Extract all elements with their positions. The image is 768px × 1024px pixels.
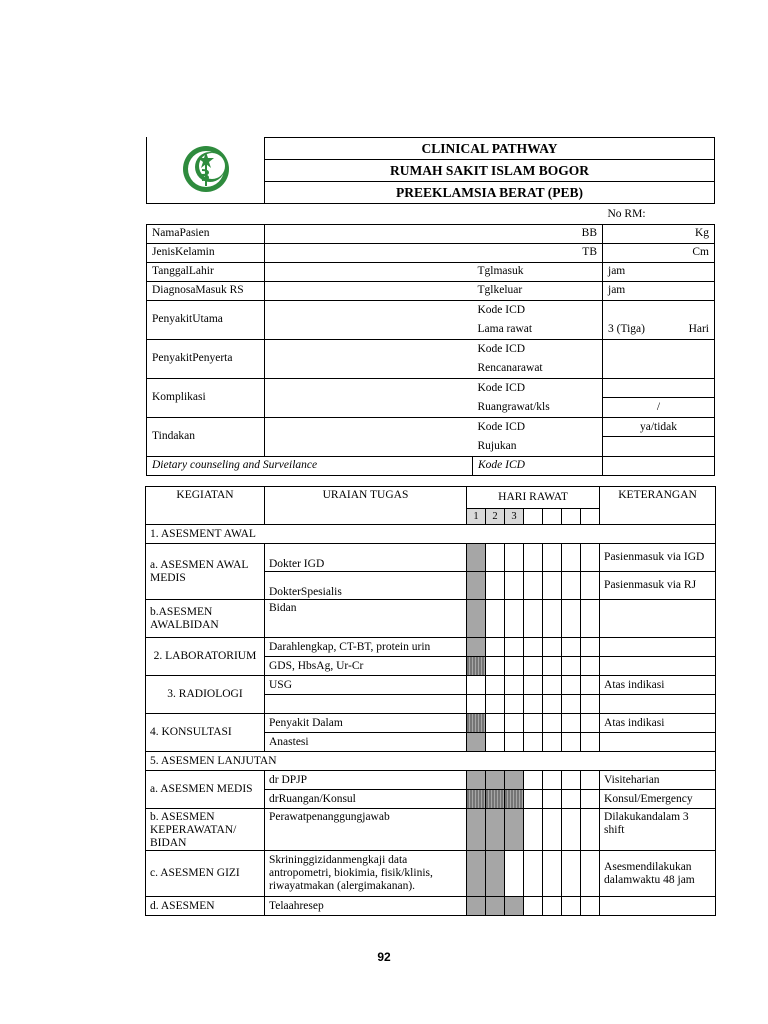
label-ruang-rawat: Ruangrawat/kls xyxy=(477,400,550,413)
label-jam-keluar: jam xyxy=(603,281,715,300)
ket-konsul: Konsul/Emergency xyxy=(600,790,716,809)
day-1: 1 xyxy=(467,509,486,525)
header-uraian: URAIAN TUGAS xyxy=(265,487,467,525)
asesmen-awal-bidan: b.ASESMEN AWALBIDAN xyxy=(146,600,265,638)
label-tb: TB xyxy=(265,243,603,262)
header-hari-rawat: HARI RAWAT xyxy=(467,487,600,509)
label-penyakit-utama: PenyakitUtama xyxy=(147,300,265,339)
task-usg: USG xyxy=(265,676,467,695)
label-tgl-masuk: Tglmasuk xyxy=(473,262,603,281)
day-3: 3 xyxy=(505,509,524,525)
label-tindakan: Tindakan xyxy=(147,417,265,456)
task-gizi: Skrininggizidanmengkaji data antropometri, biokimia, fisik/klinis, riwayatmakan (alergimakanan). xyxy=(265,851,467,897)
lama-rawat-value: 3 (Tiga) xyxy=(608,322,645,335)
label-jam-masuk: jam xyxy=(603,262,715,281)
pathway-title: CLINICAL PATHWAY xyxy=(265,138,715,160)
label-rujukan: Rujukan xyxy=(477,439,517,452)
label-rencana-rawat: Rencanarawat xyxy=(477,361,543,374)
task-dr-ruangan: drRuangan/Konsul xyxy=(265,790,467,809)
label-tgl-keluar: Tglkeluar xyxy=(473,281,603,300)
hospital-crescent-logo-icon xyxy=(181,144,231,194)
label-tanggal-lahir: TanggalLahir xyxy=(147,262,265,281)
task-gds: GDS, HbsAg, Ur-Cr xyxy=(265,657,467,676)
section-asesmen-lanjutan: 5. ASESMEN LANJUTAN xyxy=(146,752,716,771)
header-kegiatan: KEGIATAN xyxy=(146,487,265,525)
asesmen-gizi: c. ASESMEN GIZI xyxy=(146,851,265,897)
radiologi: 3. RADIOLOGI xyxy=(146,676,265,714)
label-bb: BB xyxy=(265,224,603,243)
laboratorium: 2. LABORATORIUM xyxy=(146,638,265,676)
label-kode-icd: Kode ICD xyxy=(477,303,526,316)
task-perawat: Perawatpenanggungjawab xyxy=(265,809,467,851)
label-nama: NamaPasien xyxy=(147,224,265,243)
day-2: 2 xyxy=(486,509,505,525)
task-dpjp: dr DPJP xyxy=(265,771,467,790)
task-dokter-igd: Dokter IGD xyxy=(265,544,467,572)
ket-gizi: Asesmendilakukan dalamwaktu 48 jam xyxy=(600,851,716,897)
task-telaah-resep: Telaahresep xyxy=(265,897,467,916)
section-asesment-awal: 1. ASESMENT AWAL xyxy=(146,525,716,544)
asesmen-awal-medis: a. ASESMEN AWAL MEDIS xyxy=(146,544,265,600)
page-number: 92 xyxy=(377,950,391,964)
unit-hari: Hari xyxy=(688,322,709,335)
label-dietary: Dietary counseling and Surveilance xyxy=(147,456,473,475)
unit-kg: Kg xyxy=(603,224,715,243)
ket-visite: Visiteharian xyxy=(600,771,716,790)
label-komplikasi: Komplikasi xyxy=(147,378,265,417)
header-keterangan: KETERANGAN xyxy=(600,487,716,525)
diagnosis-title: PREEKLAMSIA BERAT (PEB) xyxy=(265,182,715,204)
ya-tidak: ya/tidak xyxy=(603,418,714,437)
label-penyakit-penyerta: PenyakitPenyerta xyxy=(147,339,265,378)
ket-radiologi: Atas indikasi xyxy=(600,676,716,695)
patient-info-table xyxy=(146,205,715,476)
task-darah-lengkap: Darahlengkap, CT-BT, protein urin xyxy=(265,638,467,657)
ket-shift: Dilakukandalam 3 shift xyxy=(600,809,716,851)
asesmen-medis-lanjutan: a. ASESMEN MEDIS xyxy=(146,771,265,809)
label-kode-icd: Kode ICD xyxy=(477,420,526,433)
asesmen-d: d. ASESMEN xyxy=(146,897,265,916)
label-kode-icd: Kode ICD xyxy=(473,456,603,475)
ket-konsultasi: Atas indikasi xyxy=(600,714,716,733)
no-rm-label: No RM: xyxy=(607,207,646,220)
hospital-name: RUMAH SAKIT ISLAM BOGOR xyxy=(265,160,715,182)
ket-igd: Pasienmasuk via IGD xyxy=(600,544,716,572)
logo-cell xyxy=(147,138,265,204)
pathway-header xyxy=(146,137,715,204)
label-jenis-kelamin: JenisKelamin xyxy=(147,243,265,262)
task-bidan: Bidan xyxy=(265,600,467,638)
ket-rj: Pasienmasuk via RJ xyxy=(600,572,716,600)
label-lama-rawat: Lama rawat xyxy=(477,322,533,335)
label-kode-icd: Kode ICD xyxy=(477,381,526,394)
task-anastesi: Anastesi xyxy=(265,733,467,752)
task-penyakit-dalam: Penyakit Dalam xyxy=(265,714,467,733)
activity-table xyxy=(145,486,716,916)
konsultasi: 4. KONSULTASI xyxy=(146,714,265,752)
task-dokter-spesialis: DokterSpesialis xyxy=(265,572,467,600)
ruang-slash: / xyxy=(656,401,661,413)
asesmen-keperawatan: b. ASESMEN KEPERAWATAN/ BIDAN xyxy=(146,809,265,851)
unit-cm: Cm xyxy=(603,243,715,262)
label-diagnosa: DiagnosaMasuk RS xyxy=(147,281,265,300)
label-kode-icd: Kode ICD xyxy=(477,342,526,355)
